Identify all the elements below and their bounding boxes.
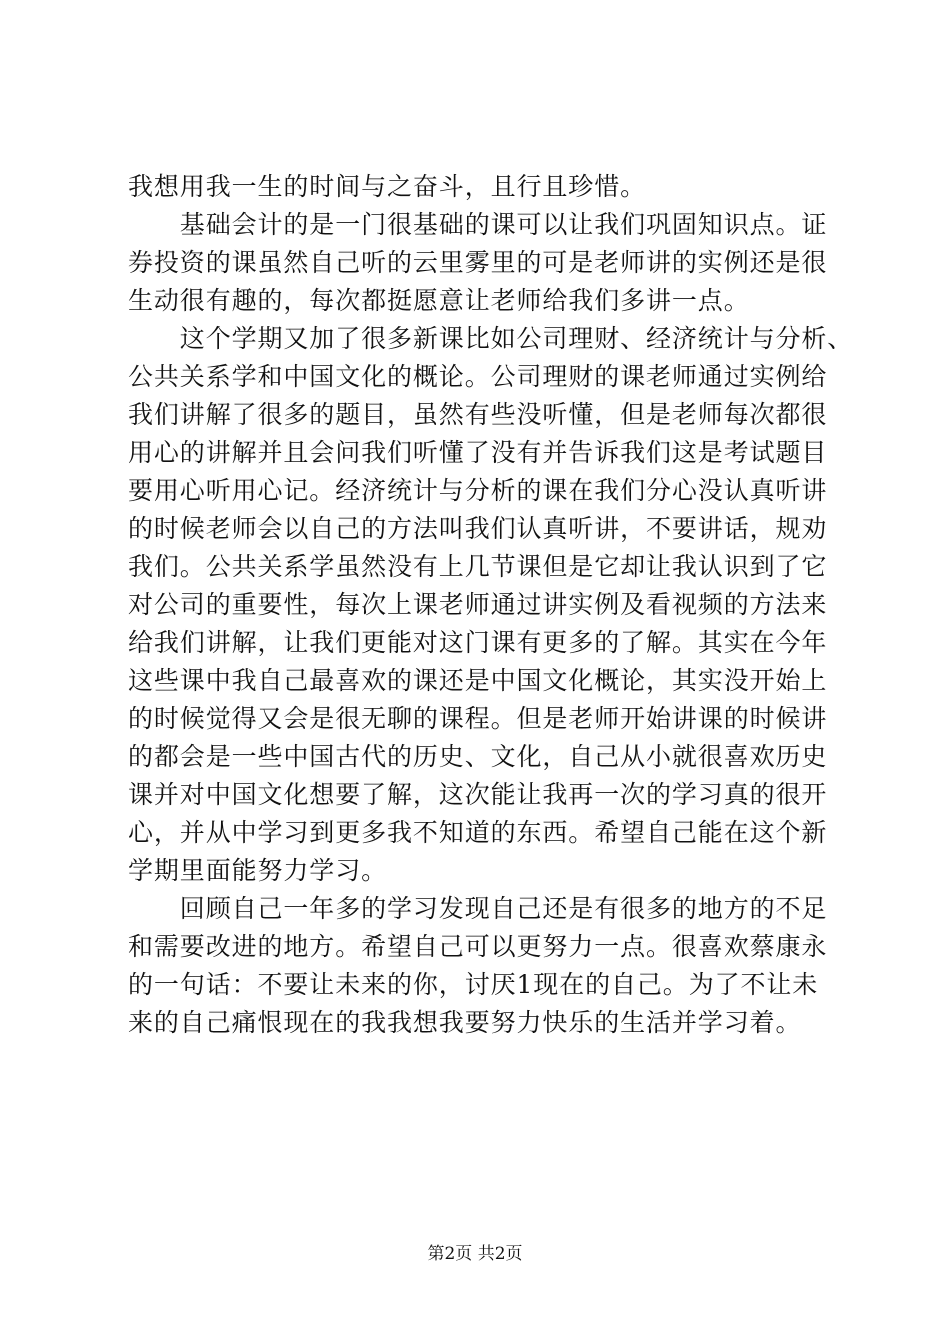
- document-body: [128, 168, 854, 1042]
- text-line: 基础会计的是一门很基础的课可以让我们巩固知识点。证: [128, 210, 828, 239]
- text-line: 的时候觉得又会是很无聊的课程。但是老师开始讲课的时候讲: [128, 704, 828, 733]
- text-line: 我们讲解了很多的题目，虽然有些没听懂，但是老师每次都很: [128, 400, 828, 429]
- text-line: 心，并从中学习到更多我不知道的东西。希望自己能在这个新: [128, 818, 828, 847]
- text-line: 和需要改进的地方。希望自己可以更努力一点。很喜欢蔡康永: [128, 932, 828, 961]
- text-line: 回顾自己一年多的学习发现自己还是有很多的地方的不足: [128, 894, 828, 923]
- text-line: 这个学期又加了很多新课比如公司理财、经济统计与分析、: [128, 324, 854, 353]
- text-line: 的都会是一些中国古代的历史、文化，自己从小就很喜欢历史: [128, 742, 828, 771]
- text-line: 要用心听用心记。经济统计与分析的课在我们分心没认真听讲: [128, 476, 828, 505]
- text-line: 的一句话：不要让未来的你，讨厌1现在的自己。为了不让未: [128, 970, 819, 999]
- text-line: 我们。公共关系学虽然没有上几节课但是它却让我认识到了它: [128, 552, 828, 581]
- page-number: 第2页 共2页: [427, 1244, 523, 1264]
- text-line: 公共关系学和中国文化的概论。公司理财的课老师通过实例给: [128, 362, 828, 391]
- text-line: 用心的讲解并且会问我们听懂了没有并告诉我们这是考试题目: [128, 438, 828, 467]
- text-line: 生动很有趣的，每次都挺愿意让老师给我们多讲一点。: [128, 286, 750, 315]
- text-line: 的时候老师会以自己的方法叫我们认真听讲，不要讲话，规劝: [128, 514, 828, 543]
- text-line: 学期里面能努力学习。: [128, 856, 388, 885]
- page-footer: [0, 1242, 950, 1266]
- text-line: 课并对中国文化想要了解，这次能让我再一次的学习真的很开: [128, 780, 828, 809]
- text-line: 对公司的重要性，每次上课老师通过讲实例及看视频的方法来: [128, 590, 828, 619]
- text-line: 来的自己痛恨现在的我我想我要努力快乐的生活并学习着。: [128, 1008, 802, 1037]
- text-line: 我想用我一生的时间与之奋斗，且行且珍惜。: [128, 172, 647, 201]
- text-line: 券投资的课虽然自己听的云里雾里的可是老师讲的实例还是很: [128, 248, 828, 277]
- text-line: 这些课中我自己最喜欢的课还是中国文化概论，其实没开始上: [128, 666, 828, 695]
- text-line: 给我们讲解，让我们更能对这门课有更多的了解。其实在今年: [128, 628, 828, 657]
